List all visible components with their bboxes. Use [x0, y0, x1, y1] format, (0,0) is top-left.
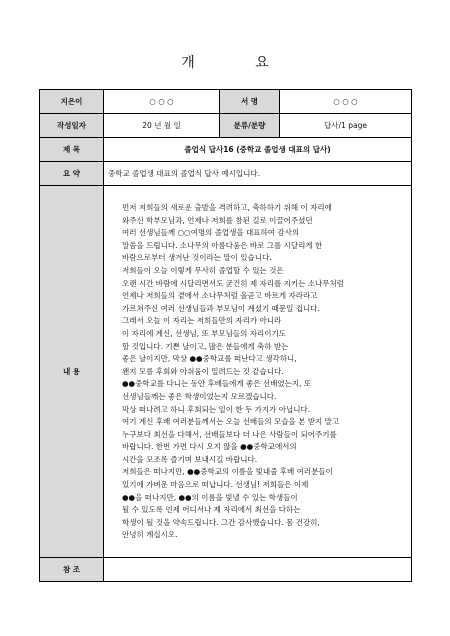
content-line: 시간을 모조록 즐기며 보내시길 바랍니다.	[122, 454, 258, 464]
content-line: 좋은 날이지만, 막상 ●●중학교를 떠난다고 생각하니,	[122, 354, 297, 364]
content-line: 바랍니다. 한번 가면 다시 오지 않을 ●●중학교에서의	[122, 442, 297, 452]
summary-row	[40, 162, 412, 186]
summary-label: 요 약	[40, 162, 104, 186]
content-line: 말씀을 드립니다. 소나무의 아름다움은 바로 그를 시달리게 한	[122, 240, 323, 250]
name-label: 서 명	[220, 90, 280, 114]
content-line: 오랜 시간 바람에 시달리면서도 굳건히 제 자리를 지키는 소나무처럼	[122, 278, 344, 288]
author-value: ○ ○ ○	[104, 90, 220, 114]
content-line: 학생이 될 것을 약속드립니다. 그간 감사했습니다. 몸 건강히,	[122, 517, 320, 527]
reference-value	[104, 558, 412, 582]
content-line: 그래서 오늘 이 자리는 저희들만의 자리가 아니라	[122, 316, 282, 326]
category-label: 분류/분량	[220, 114, 280, 138]
content-line: 누구보다 최선을 다해서, 선배들보다 더 나은 사람들이 되어주기를	[122, 429, 337, 439]
title-row	[40, 138, 412, 162]
date-label: 작성일자	[40, 114, 104, 138]
page-title: 개 요	[181, 55, 297, 71]
content-line: ●●을 떠나지만, ●●의 이름을 빛낼 수 있는 학생들이	[122, 492, 298, 502]
name-value: ○ ○ ○	[280, 90, 412, 114]
category-value: 답사/1 page	[280, 114, 412, 138]
summary-value: 중학교 졸업생 대표의 졸업식 답사 예시입니다.	[104, 162, 412, 186]
content-line: 가르쳐주신 여러 선생님들과 부모님이 계셨기 때문일 겁니다.	[122, 303, 320, 313]
content-line: 저희들은 떠나지만, ●●중학교의 이름을 빛내줄 후배 여러분들이	[122, 467, 333, 477]
content-line: 여기 계신 후배 여러분들께서는 오늘 선배들의 모습을 본 받지 말고	[122, 417, 340, 427]
content-text	[122, 202, 411, 542]
content-line: 왠지 모를 후회와 아쉬움이 밀려드는 것 같습니다.	[122, 366, 284, 376]
content-line: 할 것입니다. 기쁜 날이고, 많은 분들에게 축하 받는	[122, 341, 289, 351]
content-line: 언제나 저희들의 곁에서 소나무처럼 올곧고 바르게 자라라고	[122, 291, 318, 301]
content-body	[104, 186, 412, 558]
content-line: 될 수 있도록 언제 어디서나 제 자리에서 최선을 다하는	[122, 505, 301, 515]
reference-row	[40, 558, 412, 582]
content-line: 여러 선생님들께 ○○여명의 졸업생을 대표하여 감사의	[122, 228, 300, 238]
date-value: 20 년 월 일	[104, 114, 220, 138]
author-row	[40, 90, 412, 114]
reference-label: 참 조	[40, 558, 104, 582]
author-label: 지은이	[40, 90, 104, 114]
summary-form-table	[39, 89, 412, 582]
content-row	[40, 186, 412, 558]
content-line: 안녕히 계십시오.	[122, 530, 178, 540]
content-line: 저희들이 오늘 이렇게 무사히 졸업할 수 있는 것은	[122, 265, 284, 275]
content-line: 먼저 저희들의 새로운 출발을 격려하고, 축하하기 위해 이 자리에	[122, 203, 332, 212]
content-line: 바람으로부터 생겨난 것이라는 말이 있습니다.	[122, 253, 272, 263]
content-line: ●●중학교를 다니는 동안 후배들에게 좋은 선배였는지, 또	[122, 379, 312, 389]
content-line: 있기에 가벼운 마음으로 떠납니다. 선생님! 저희들은 이제	[122, 480, 309, 490]
content-line: 와주신 학부모님과, 언제나 저희를 참된 길로 이끌어주셨던	[122, 215, 313, 225]
title-value: 졸업식 답사16 (중학교 졸업생 대표의 답사)	[104, 138, 412, 162]
content-label: 내 용	[40, 186, 104, 558]
date-row	[40, 114, 412, 138]
title-label: 제 목	[40, 138, 104, 162]
content-line: 막상 떠나려고 하니 후회되는 일이 한 두 가지가 아닙니다.	[122, 404, 311, 414]
content-line: 선생님들께는 좋은 학생이었는지 모르겠습니다.	[122, 391, 277, 401]
content-line: 이 자리에 계신, 선생님, 또 부모님들의 자리이기도	[122, 328, 286, 338]
